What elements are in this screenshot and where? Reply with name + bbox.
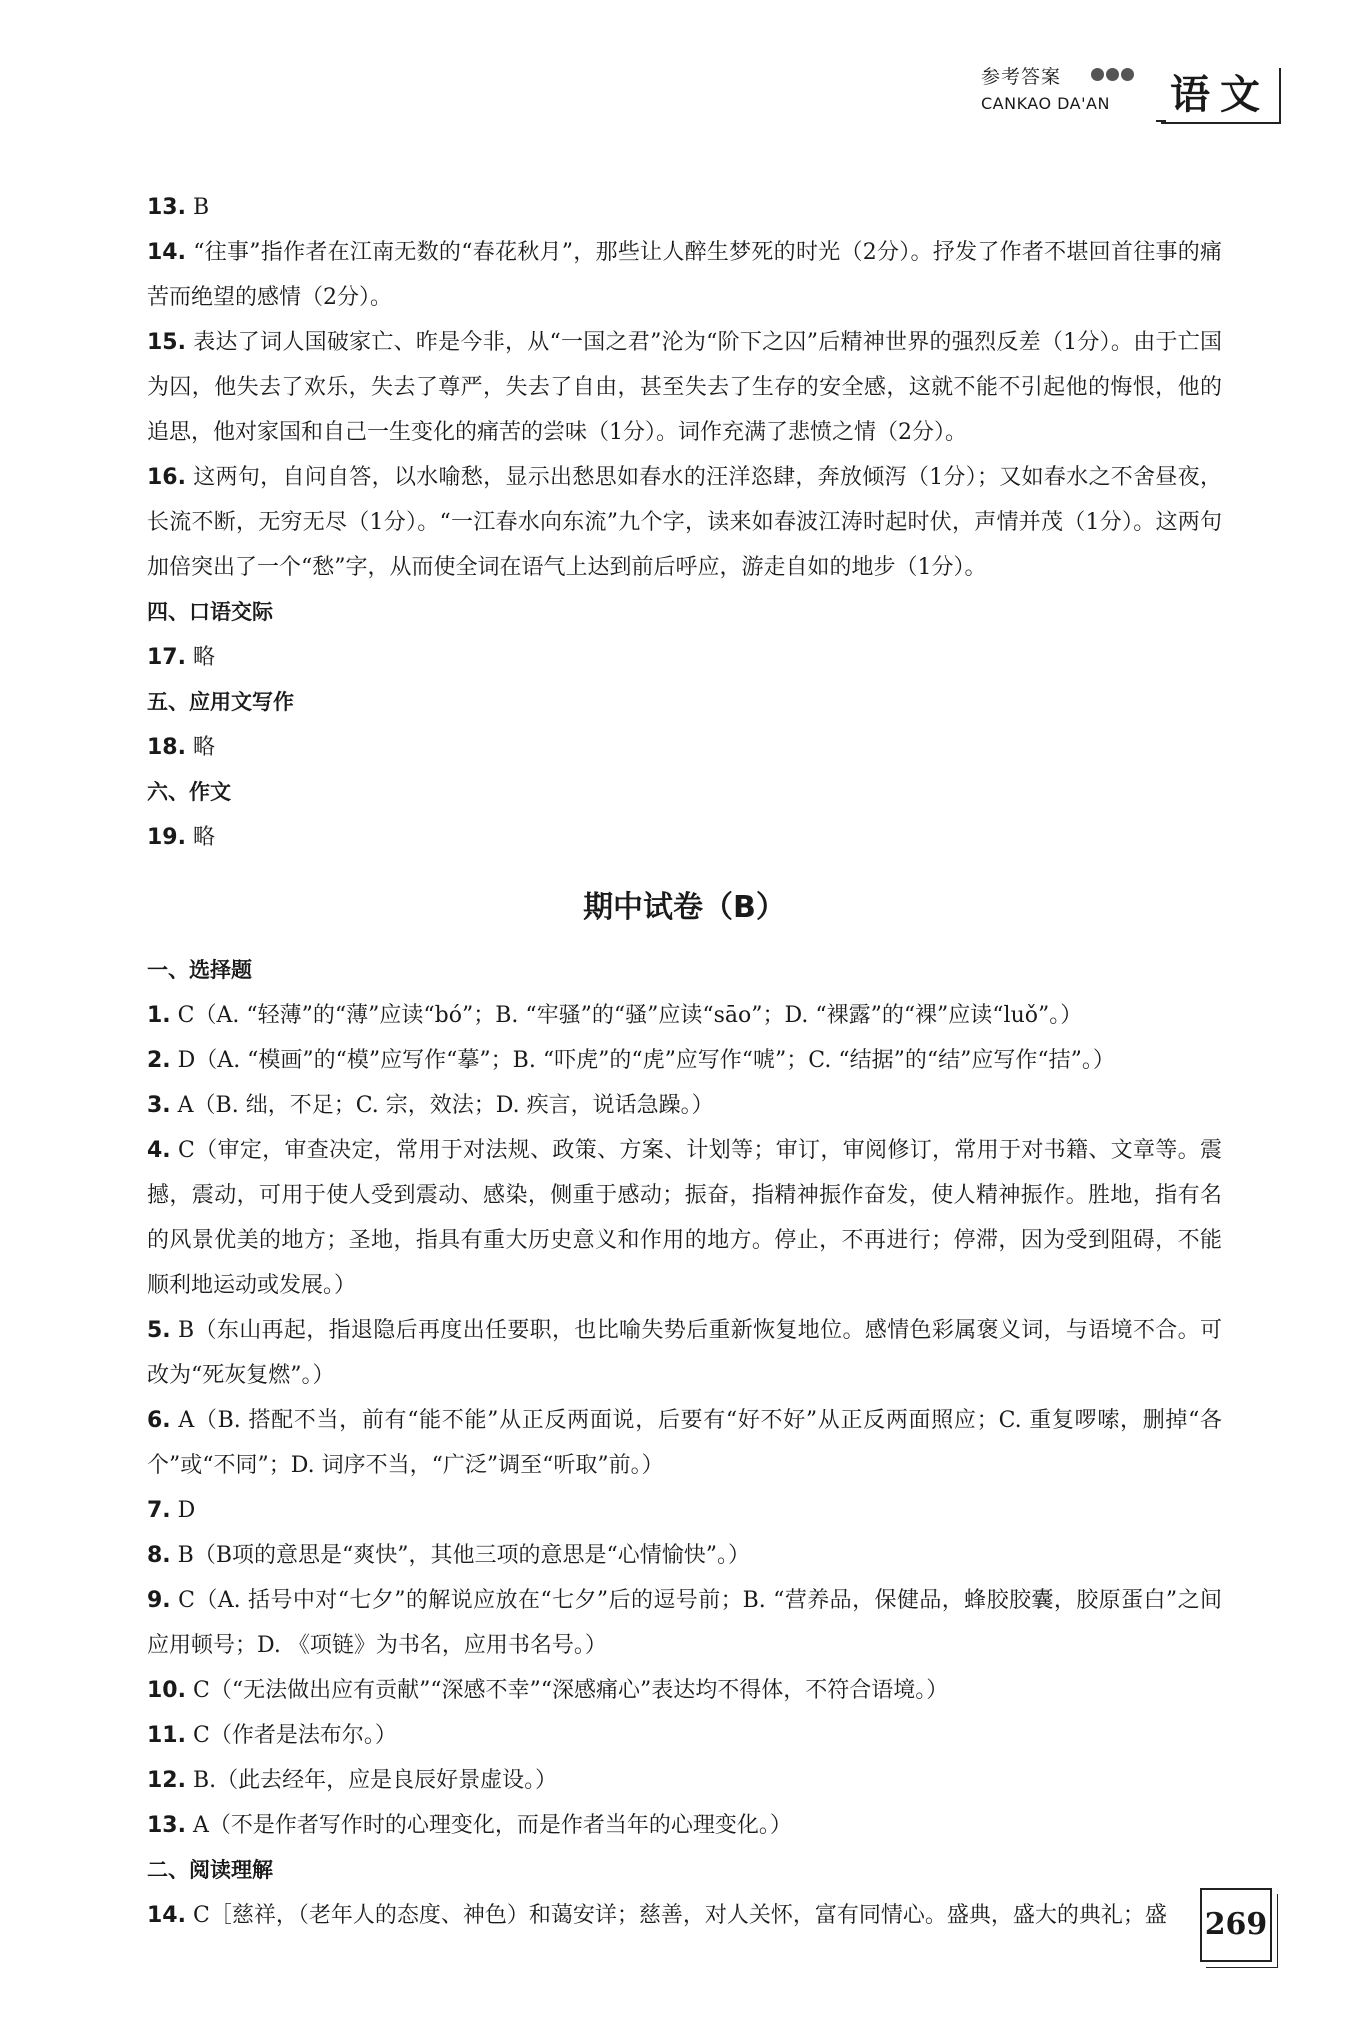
section-heading: 二、阅读理解 — [147, 1858, 273, 1882]
answer-item: 13. B — [147, 195, 210, 220]
answer-item: 11. C（作者是法布尔。） — [147, 1723, 397, 1748]
answer-item: 17. 略 — [147, 645, 215, 670]
answer-item: 16. 这两句，自问自答，以水喻愁，显示出愁思如春水的汪洋恣肆，奔放倾泻（1分）；又如春水之不舍昼夜，长流不断，无穷无尽（1分）。“一江春水向东流”九个字，读来如春波江涛时起时伏，声情并茂（1分）。这两句加倍突出了一个“愁”字，从而使全词在语气上达到前后呼应，游走自如的地步（1分）。 — [147, 465, 1222, 580]
page-content — [147, 185, 1222, 1938]
page-header — [981, 60, 1281, 130]
answer-item: 7. D — [147, 1498, 196, 1523]
answer-item: 14. “往事”指作者在江南无数的“春花秋月”，那些让人醉生梦死的时光（2分）。抒发了作者不堪回首往事的痛苦而绝望的感情（2分）。 — [147, 240, 1222, 310]
answer-item: 6. A（B. 搭配不当，前有“能不能”从正反两面说，后要有“好不好”从正反两面照应；C. 重复啰嗦，删掉“各个”或“不同”；D. 词序不当，“广泛”调至“听取”前。） — [147, 1408, 1222, 1478]
answer-item: 10. C（“无法做出应有贡献”“深感不幸”“深感痛心”表达均不得体，不符合语境。） — [147, 1678, 949, 1703]
section-heading: 五、应用文写作 — [147, 690, 294, 714]
page-number: 269 — [1200, 1888, 1272, 1962]
answer-item: 18. 略 — [147, 735, 215, 760]
section-heading: 四、口语交际 — [147, 600, 273, 624]
header-label-en: CANKAO DA'AN — [981, 94, 1110, 113]
answer-item: 3. A（B. 绌，不足；C. 宗，效法；D. 疾言，说话急躁。） — [147, 1093, 714, 1118]
section-heading: 一、选择题 — [147, 958, 252, 982]
answer-item: 13. A（不是作者写作时的心理变化，而是作者当年的心理变化。） — [147, 1813, 792, 1838]
header-subject: 语文 — [1161, 68, 1281, 124]
answer-item: 14. C［慈祥，（老年人的态度、神色）和蔼安详；慈善，对人关怀，富有同情心。盛典，盛大的典礼；盛 — [147, 1903, 1167, 1928]
answer-item: 15. 表达了词人国破家亡、昨是今非，从“一国之君”沦为“阶下之囚”后精神世界的强烈反差（1分）。由于亡国为囚，他失去了欢乐，失去了尊严，失去了自由，甚至失去了生存的安全感，这就不能不引起他的悔恨，他的追思，他对家国和自己一生变化的痛苦的尝味（1分）。词作充满了悲愤之情（2分）。 — [147, 330, 1222, 445]
answer-item: 12. B.（此去经年，应是良辰好景虚设。） — [147, 1768, 558, 1793]
answer-item: 9. C（A. 括号中对“七夕”的解说应放在“七夕”后的逗号前；B. “营养品，保健品，蜂胶胶囊，胶原蛋白”之间应用顿号；D. 《项链》为书名，应用书名号。） — [147, 1588, 1222, 1658]
header-label-cn: 参考答案 — [981, 66, 1062, 88]
header-dots-icon — [1091, 66, 1136, 85]
answer-item: 1. C（A. “轻薄”的“薄”应读“bó”；B. “牢骚”的“骚”应读“sāo”；D. “裸露”的“裸”应读“luǒ”。） — [147, 1003, 1083, 1028]
answer-item: 8. B（B项的意思是“爽快”，其他三项的意思是“心情愉快”。） — [147, 1543, 750, 1568]
section-heading: 六、作文 — [147, 780, 231, 804]
answer-item: 2. D（A. “模画”的“模”应写作“摹”；B. “吓虎”的“虎”应写作“唬”；C. “结据”的“结”应写作“拮”。） — [147, 1048, 1115, 1073]
answer-item: 4. C（审定，审查决定，常用于对法规、政策、方案、计划等；审订，审阅修订，常用于对书籍、文章等。震撼，震动，可用于使人受到震动、感染，侧重于感动；振奋，指精神振作奋发，使人精神振作。胜地，指有名的风景优美的地方；圣地，指具有重大历史意义和作用的地方。停止，不再进行；停滞，因为受到阻碍，不能顺利地运动或发展。） — [147, 1138, 1222, 1298]
answer-item: 5. B（东山再起，指退隐后再度出任要职，也比喻失势后重新恢复地位。感情色彩属褒义词，与语境不合。可改为“死灰复燃”。） — [147, 1318, 1222, 1388]
answer-item: 19. 略 — [147, 825, 215, 850]
exam-title: 期中试卷（B） — [583, 890, 786, 925]
